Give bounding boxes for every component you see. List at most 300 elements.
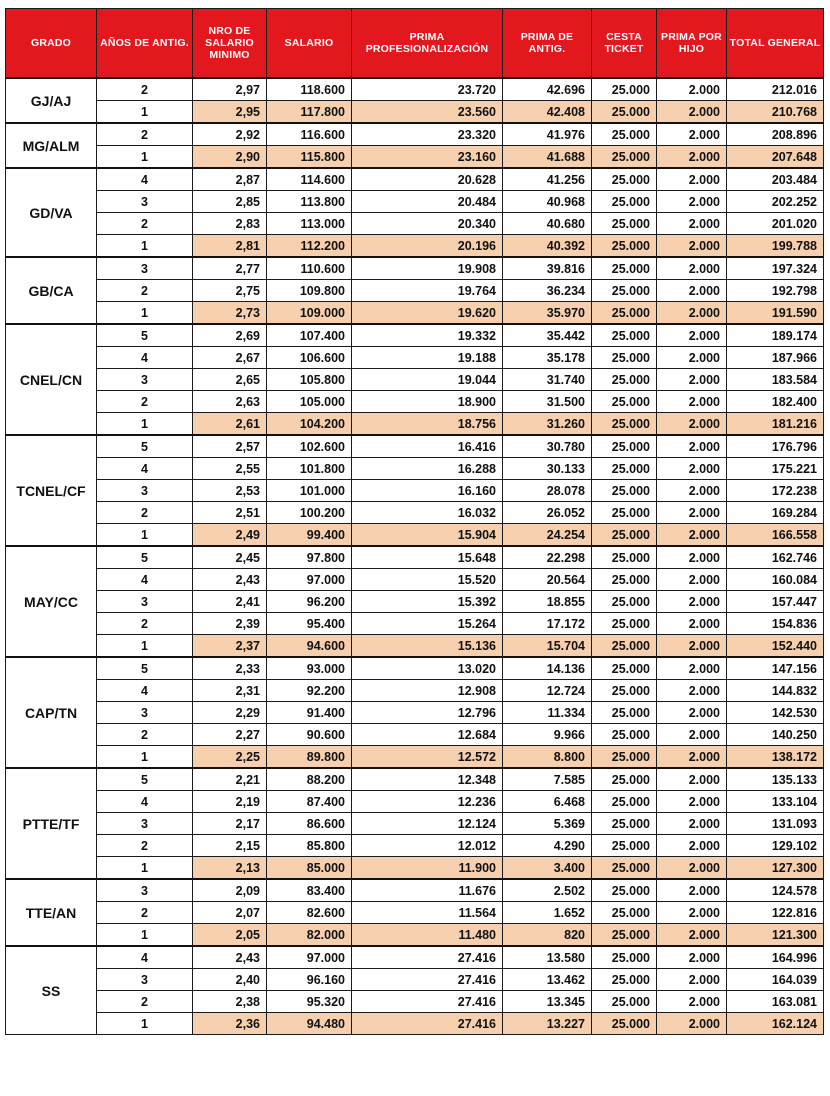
cell-salario: 114.600 [267, 168, 352, 191]
cell-total-general: 166.558 [727, 524, 824, 547]
table-row [6, 191, 824, 213]
cell-total-general: 129.102 [727, 835, 824, 857]
cell-total-general: 162.124 [727, 1013, 824, 1035]
cell-cesta-ticket: 25.000 [592, 635, 657, 658]
cell-nro-salario-minimo: 2,57 [193, 435, 267, 458]
cell-grado: MG/ALM [6, 123, 97, 168]
cell-total-general: 203.484 [727, 168, 824, 191]
cell-prima-profesionalizacion: 19.908 [352, 257, 503, 280]
cell-total-general: 197.324 [727, 257, 824, 280]
cell-prima-antig: 1.652 [503, 902, 592, 924]
cell-anos: 4 [97, 791, 193, 813]
cell-prima-hijo: 2.000 [657, 480, 727, 502]
cell-prima-profesionalizacion: 11.480 [352, 924, 503, 947]
cell-prima-antig: 13.580 [503, 946, 592, 969]
cell-total-general: 140.250 [727, 724, 824, 746]
cell-prima-antig: 35.178 [503, 347, 592, 369]
cell-total-general: 176.796 [727, 435, 824, 458]
cell-prima-antig: 24.254 [503, 524, 592, 547]
cell-anos: 3 [97, 702, 193, 724]
table-row [6, 635, 824, 658]
cell-cesta-ticket: 25.000 [592, 657, 657, 680]
cell-anos: 4 [97, 458, 193, 480]
header-nro-salario-minimo: NRO DE SALARIO MINIMO [193, 9, 267, 79]
cell-prima-antig: 4.290 [503, 835, 592, 857]
cell-prima-profesionalizacion: 19.188 [352, 347, 503, 369]
header-salario: SALARIO [267, 9, 352, 79]
cell-total-general: 124.578 [727, 879, 824, 902]
cell-nro-salario-minimo: 2,81 [193, 235, 267, 258]
cell-anos: 4 [97, 347, 193, 369]
cell-prima-antig: 40.968 [503, 191, 592, 213]
cell-prima-profesionalizacion: 15.136 [352, 635, 503, 658]
cell-prima-hijo: 2.000 [657, 946, 727, 969]
cell-prima-hijo: 2.000 [657, 879, 727, 902]
cell-prima-hijo: 2.000 [657, 635, 727, 658]
cell-prima-profesionalizacion: 19.764 [352, 280, 503, 302]
cell-cesta-ticket: 25.000 [592, 835, 657, 857]
cell-anos: 3 [97, 369, 193, 391]
cell-nro-salario-minimo: 2,67 [193, 347, 267, 369]
cell-nro-salario-minimo: 2,05 [193, 924, 267, 947]
cell-salario: 93.000 [267, 657, 352, 680]
cell-anos: 2 [97, 991, 193, 1013]
header-anos-antig: AÑOS DE ANTIG. [97, 9, 193, 79]
cell-prima-hijo: 2.000 [657, 146, 727, 169]
cell-total-general: 175.221 [727, 458, 824, 480]
cell-prima-hijo: 2.000 [657, 413, 727, 436]
cell-prima-profesionalizacion: 20.340 [352, 213, 503, 235]
cell-prima-antig: 5.369 [503, 813, 592, 835]
table-row [6, 591, 824, 613]
cell-cesta-ticket: 25.000 [592, 502, 657, 524]
cell-salario: 102.600 [267, 435, 352, 458]
cell-anos: 1 [97, 101, 193, 124]
cell-nro-salario-minimo: 2,43 [193, 569, 267, 591]
cell-prima-profesionalizacion: 27.416 [352, 969, 503, 991]
cell-prima-antig: 39.816 [503, 257, 592, 280]
cell-salario: 96.160 [267, 969, 352, 991]
cell-prima-hijo: 2.000 [657, 924, 727, 947]
table-row [6, 257, 824, 280]
cell-prima-antig: 36.234 [503, 280, 592, 302]
cell-total-general: 183.584 [727, 369, 824, 391]
cell-anos: 3 [97, 480, 193, 502]
cell-nro-salario-minimo: 2,36 [193, 1013, 267, 1035]
cell-nro-salario-minimo: 2,43 [193, 946, 267, 969]
cell-cesta-ticket: 25.000 [592, 168, 657, 191]
cell-nro-salario-minimo: 2,38 [193, 991, 267, 1013]
cell-cesta-ticket: 25.000 [592, 546, 657, 569]
cell-cesta-ticket: 25.000 [592, 257, 657, 280]
cell-nro-salario-minimo: 2,07 [193, 902, 267, 924]
header-row [6, 9, 824, 79]
cell-prima-hijo: 2.000 [657, 101, 727, 124]
cell-grado: CNEL/CN [6, 324, 97, 435]
cell-prima-profesionalizacion: 12.124 [352, 813, 503, 835]
cell-anos: 2 [97, 724, 193, 746]
cell-prima-profesionalizacion: 19.620 [352, 302, 503, 325]
cell-prima-antig: 41.256 [503, 168, 592, 191]
cell-anos: 2 [97, 902, 193, 924]
cell-prima-antig: 15.704 [503, 635, 592, 658]
cell-salario: 105.800 [267, 369, 352, 391]
cell-salario: 113.800 [267, 191, 352, 213]
cell-prima-hijo: 2.000 [657, 591, 727, 613]
cell-total-general: 202.252 [727, 191, 824, 213]
cell-nro-salario-minimo: 2,55 [193, 458, 267, 480]
cell-salario: 87.400 [267, 791, 352, 813]
table-row [6, 324, 824, 347]
cell-total-general: 142.530 [727, 702, 824, 724]
cell-prima-profesionalizacion: 27.416 [352, 946, 503, 969]
cell-prima-antig: 8.800 [503, 746, 592, 769]
cell-salario: 94.600 [267, 635, 352, 658]
cell-total-general: 135.133 [727, 768, 824, 791]
cell-prima-profesionalizacion: 12.236 [352, 791, 503, 813]
cell-salario: 88.200 [267, 768, 352, 791]
cell-anos: 5 [97, 546, 193, 569]
cell-cesta-ticket: 25.000 [592, 480, 657, 502]
cell-prima-antig: 13.227 [503, 1013, 592, 1035]
cell-anos: 1 [97, 1013, 193, 1035]
cell-anos: 3 [97, 813, 193, 835]
table-row [6, 813, 824, 835]
table-row [6, 101, 824, 124]
table-row [6, 835, 824, 857]
cell-prima-profesionalizacion: 16.160 [352, 480, 503, 502]
cell-total-general: 187.966 [727, 347, 824, 369]
cell-anos: 1 [97, 146, 193, 169]
cell-prima-profesionalizacion: 12.796 [352, 702, 503, 724]
cell-nro-salario-minimo: 2,45 [193, 546, 267, 569]
cell-prima-profesionalizacion: 13.020 [352, 657, 503, 680]
cell-total-general: 201.020 [727, 213, 824, 235]
cell-grado: TTE/AN [6, 879, 97, 946]
cell-anos: 2 [97, 391, 193, 413]
cell-prima-profesionalizacion: 18.900 [352, 391, 503, 413]
cell-prima-profesionalizacion: 12.908 [352, 680, 503, 702]
cell-nro-salario-minimo: 2,15 [193, 835, 267, 857]
cell-cesta-ticket: 25.000 [592, 213, 657, 235]
cell-prima-antig: 26.052 [503, 502, 592, 524]
cell-prima-antig: 18.855 [503, 591, 592, 613]
cell-salario: 113.000 [267, 213, 352, 235]
cell-anos: 2 [97, 613, 193, 635]
cell-prima-profesionalizacion: 18.756 [352, 413, 503, 436]
cell-prima-antig: 35.442 [503, 324, 592, 347]
cell-anos: 3 [97, 191, 193, 213]
cell-prima-profesionalizacion: 15.520 [352, 569, 503, 591]
table-row [6, 969, 824, 991]
cell-anos: 5 [97, 324, 193, 347]
table-row [6, 1013, 824, 1035]
cell-anos: 1 [97, 302, 193, 325]
cell-salario: 105.000 [267, 391, 352, 413]
cell-salario: 92.200 [267, 680, 352, 702]
cell-grado: TCNEL/CF [6, 435, 97, 546]
cell-total-general: 121.300 [727, 924, 824, 947]
cell-prima-antig: 42.696 [503, 78, 592, 101]
table-row [6, 168, 824, 191]
cell-anos: 2 [97, 502, 193, 524]
cell-nro-salario-minimo: 2,39 [193, 613, 267, 635]
cell-salario: 109.000 [267, 302, 352, 325]
table-row [6, 458, 824, 480]
cell-salario: 95.400 [267, 613, 352, 635]
cell-total-general: 192.798 [727, 280, 824, 302]
cell-prima-profesionalizacion: 23.560 [352, 101, 503, 124]
cell-anos: 3 [97, 257, 193, 280]
cell-prima-hijo: 2.000 [657, 324, 727, 347]
cell-salario: 106.600 [267, 347, 352, 369]
table-row [6, 213, 824, 235]
cell-nro-salario-minimo: 2,77 [193, 257, 267, 280]
cell-anos: 4 [97, 946, 193, 969]
cell-prima-antig: 41.976 [503, 123, 592, 146]
cell-prima-profesionalizacion: 11.564 [352, 902, 503, 924]
cell-prima-profesionalizacion: 20.628 [352, 168, 503, 191]
header-grado: GRADO [6, 9, 97, 79]
cell-prima-profesionalizacion: 16.416 [352, 435, 503, 458]
cell-nro-salario-minimo: 2,27 [193, 724, 267, 746]
table-row [6, 302, 824, 325]
cell-total-general: 163.081 [727, 991, 824, 1013]
cell-prima-antig: 9.966 [503, 724, 592, 746]
salary-table [5, 8, 824, 1035]
table-row [6, 546, 824, 569]
cell-anos: 2 [97, 835, 193, 857]
cell-cesta-ticket: 25.000 [592, 813, 657, 835]
cell-prima-antig: 30.133 [503, 458, 592, 480]
cell-anos: 2 [97, 213, 193, 235]
cell-salario: 95.320 [267, 991, 352, 1013]
cell-cesta-ticket: 25.000 [592, 946, 657, 969]
cell-nro-salario-minimo: 2,69 [193, 324, 267, 347]
cell-salario: 82.600 [267, 902, 352, 924]
header-prima-antig: PRIMA DE ANTIG. [503, 9, 592, 79]
cell-prima-hijo: 2.000 [657, 213, 727, 235]
cell-total-general: 191.590 [727, 302, 824, 325]
cell-prima-hijo: 2.000 [657, 391, 727, 413]
table-row [6, 123, 824, 146]
table-body [6, 78, 824, 1035]
header-prima-hijo: PRIMA POR HIJO [657, 9, 727, 79]
cell-cesta-ticket: 25.000 [592, 302, 657, 325]
cell-prima-hijo: 2.000 [657, 680, 727, 702]
cell-prima-hijo: 2.000 [657, 835, 727, 857]
cell-total-general: 164.039 [727, 969, 824, 991]
table-row [6, 347, 824, 369]
table-row [6, 768, 824, 791]
cell-prima-profesionalizacion: 19.044 [352, 369, 503, 391]
cell-salario: 82.000 [267, 924, 352, 947]
cell-prima-antig: 41.688 [503, 146, 592, 169]
cell-nro-salario-minimo: 2,25 [193, 746, 267, 769]
cell-cesta-ticket: 25.000 [592, 791, 657, 813]
cell-prima-hijo: 2.000 [657, 569, 727, 591]
cell-anos: 5 [97, 435, 193, 458]
table-row [6, 902, 824, 924]
cell-nro-salario-minimo: 2,19 [193, 791, 267, 813]
cell-total-general: 160.084 [727, 569, 824, 591]
cell-salario: 83.400 [267, 879, 352, 902]
header-prima-profesionalizacion: PRIMA PROFESIONALIZACIÓN [352, 9, 503, 79]
cell-salario: 97.000 [267, 569, 352, 591]
cell-prima-profesionalizacion: 20.196 [352, 235, 503, 258]
table-row [6, 235, 824, 258]
cell-cesta-ticket: 25.000 [592, 123, 657, 146]
cell-prima-profesionalizacion: 20.484 [352, 191, 503, 213]
cell-total-general: 207.648 [727, 146, 824, 169]
cell-nro-salario-minimo: 2,97 [193, 78, 267, 101]
cell-total-general: 152.440 [727, 635, 824, 658]
cell-cesta-ticket: 25.000 [592, 680, 657, 702]
table-row [6, 791, 824, 813]
cell-prima-hijo: 2.000 [657, 347, 727, 369]
cell-cesta-ticket: 25.000 [592, 413, 657, 436]
header-cesta-ticket: CESTA TICKET [592, 9, 657, 79]
salary-table-container [5, 8, 823, 1035]
cell-salario: 110.600 [267, 257, 352, 280]
cell-cesta-ticket: 25.000 [592, 146, 657, 169]
cell-salario: 89.800 [267, 746, 352, 769]
cell-prima-profesionalizacion: 23.720 [352, 78, 503, 101]
cell-total-general: 164.996 [727, 946, 824, 969]
cell-nro-salario-minimo: 2,85 [193, 191, 267, 213]
cell-total-general: 154.836 [727, 613, 824, 635]
cell-cesta-ticket: 25.000 [592, 702, 657, 724]
cell-total-general: 144.832 [727, 680, 824, 702]
cell-prima-hijo: 2.000 [657, 791, 727, 813]
cell-nro-salario-minimo: 2,31 [193, 680, 267, 702]
cell-prima-hijo: 2.000 [657, 902, 727, 924]
table-row [6, 946, 824, 969]
table-row [6, 413, 824, 436]
cell-anos: 1 [97, 924, 193, 947]
cell-cesta-ticket: 25.000 [592, 324, 657, 347]
cell-cesta-ticket: 25.000 [592, 435, 657, 458]
table-row [6, 502, 824, 524]
cell-prima-profesionalizacion: 16.288 [352, 458, 503, 480]
cell-prima-profesionalizacion: 11.676 [352, 879, 503, 902]
cell-cesta-ticket: 25.000 [592, 1013, 657, 1035]
cell-prima-hijo: 2.000 [657, 857, 727, 880]
cell-grado: CAP/TN [6, 657, 97, 768]
cell-prima-hijo: 2.000 [657, 369, 727, 391]
cell-cesta-ticket: 25.000 [592, 746, 657, 769]
cell-prima-antig: 11.334 [503, 702, 592, 724]
cell-cesta-ticket: 25.000 [592, 78, 657, 101]
cell-salario: 85.800 [267, 835, 352, 857]
cell-nro-salario-minimo: 2,53 [193, 480, 267, 502]
cell-cesta-ticket: 25.000 [592, 369, 657, 391]
cell-cesta-ticket: 25.000 [592, 235, 657, 258]
cell-prima-antig: 31.260 [503, 413, 592, 436]
cell-salario: 97.000 [267, 946, 352, 969]
cell-prima-hijo: 2.000 [657, 991, 727, 1013]
cell-prima-antig: 31.500 [503, 391, 592, 413]
cell-prima-antig: 6.468 [503, 791, 592, 813]
cell-anos: 3 [97, 591, 193, 613]
cell-prima-profesionalizacion: 15.648 [352, 546, 503, 569]
cell-cesta-ticket: 25.000 [592, 879, 657, 902]
cell-total-general: 138.172 [727, 746, 824, 769]
cell-total-general: 172.238 [727, 480, 824, 502]
cell-nro-salario-minimo: 2,83 [193, 213, 267, 235]
cell-prima-hijo: 2.000 [657, 435, 727, 458]
cell-nro-salario-minimo: 2,40 [193, 969, 267, 991]
header-total-general: TOTAL GENERAL [727, 9, 824, 79]
cell-nro-salario-minimo: 2,41 [193, 591, 267, 613]
cell-prima-antig: 40.392 [503, 235, 592, 258]
cell-prima-profesionalizacion: 12.684 [352, 724, 503, 746]
cell-prima-hijo: 2.000 [657, 78, 727, 101]
table-row [6, 435, 824, 458]
cell-cesta-ticket: 25.000 [592, 458, 657, 480]
cell-prima-hijo: 2.000 [657, 168, 727, 191]
cell-anos: 1 [97, 524, 193, 547]
cell-salario: 94.480 [267, 1013, 352, 1035]
cell-nro-salario-minimo: 2,33 [193, 657, 267, 680]
cell-grado: GJ/AJ [6, 78, 97, 123]
cell-salario: 99.400 [267, 524, 352, 547]
cell-anos: 2 [97, 123, 193, 146]
cell-prima-antig: 7.585 [503, 768, 592, 791]
table-row [6, 78, 824, 101]
cell-prima-hijo: 2.000 [657, 280, 727, 302]
table-row [6, 613, 824, 635]
cell-cesta-ticket: 25.000 [592, 391, 657, 413]
cell-prima-profesionalizacion: 19.332 [352, 324, 503, 347]
cell-prima-profesionalizacion: 12.348 [352, 768, 503, 791]
cell-anos: 1 [97, 746, 193, 769]
cell-anos: 1 [97, 857, 193, 880]
cell-prima-antig: 2.502 [503, 879, 592, 902]
cell-prima-profesionalizacion: 12.572 [352, 746, 503, 769]
cell-salario: 101.000 [267, 480, 352, 502]
cell-total-general: 182.400 [727, 391, 824, 413]
cell-nro-salario-minimo: 2,87 [193, 168, 267, 191]
cell-cesta-ticket: 25.000 [592, 613, 657, 635]
cell-prima-hijo: 2.000 [657, 458, 727, 480]
cell-salario: 101.800 [267, 458, 352, 480]
cell-prima-hijo: 2.000 [657, 502, 727, 524]
cell-salario: 116.600 [267, 123, 352, 146]
cell-nro-salario-minimo: 2,90 [193, 146, 267, 169]
table-row [6, 369, 824, 391]
cell-salario: 85.000 [267, 857, 352, 880]
cell-prima-antig: 30.780 [503, 435, 592, 458]
cell-anos: 1 [97, 413, 193, 436]
cell-prima-antig: 12.724 [503, 680, 592, 702]
cell-salario: 100.200 [267, 502, 352, 524]
cell-prima-antig: 40.680 [503, 213, 592, 235]
cell-total-general: 181.216 [727, 413, 824, 436]
cell-prima-hijo: 2.000 [657, 123, 727, 146]
cell-cesta-ticket: 25.000 [592, 591, 657, 613]
cell-prima-hijo: 2.000 [657, 813, 727, 835]
table-row [6, 702, 824, 724]
cell-anos: 4 [97, 680, 193, 702]
cell-total-general: 157.447 [727, 591, 824, 613]
cell-nro-salario-minimo: 2,37 [193, 635, 267, 658]
cell-cesta-ticket: 25.000 [592, 857, 657, 880]
cell-salario: 86.600 [267, 813, 352, 835]
cell-prima-hijo: 2.000 [657, 724, 727, 746]
cell-prima-hijo: 2.000 [657, 302, 727, 325]
table-row [6, 524, 824, 547]
